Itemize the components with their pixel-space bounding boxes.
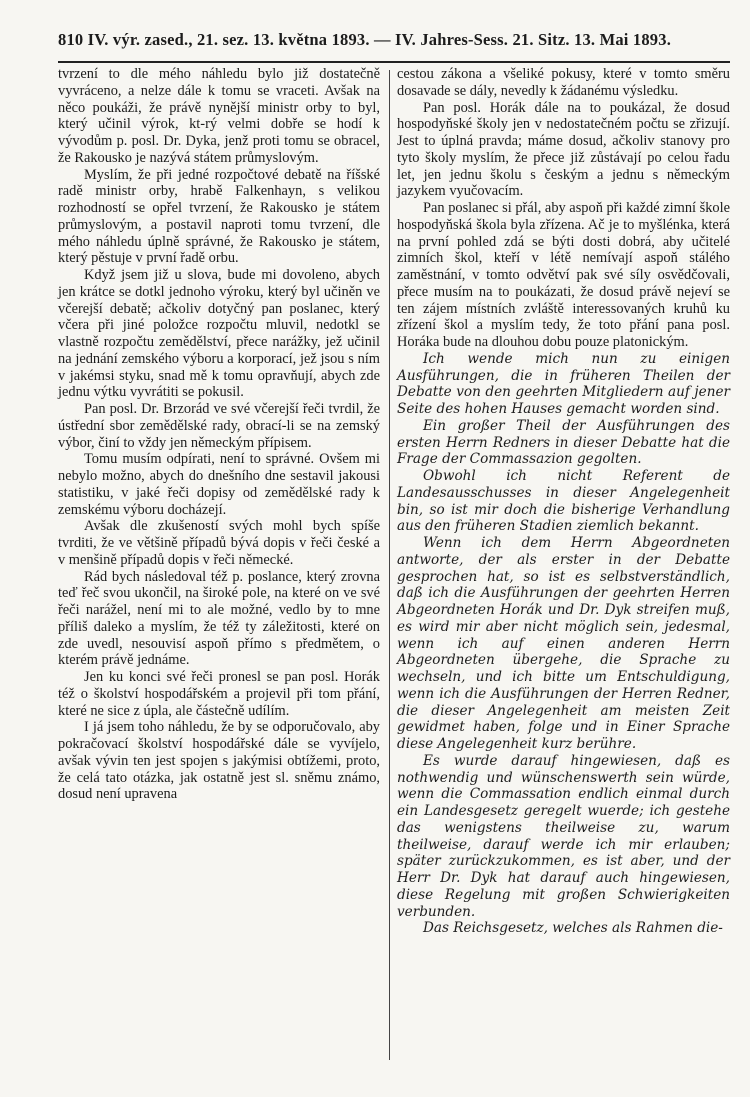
paragraph: Jen ku konci své řeči pronesl se pan posl. Horák též o školství hospodářském a projevil při tom přání, které ne sice z úpla, ale částečně udílím.	[58, 669, 380, 719]
paragraph: Ich wende mich nun zu einigen Ausführungen, die in früheren Theilen der Debatte von den geehrten Mitgliedern auf jener Seite des hohen Hauses gemacht worden sind.	[397, 350, 730, 417]
running-header: 810 IV. výr. zased., 21. sez. 13. května 1893. — IV. Jahres-Sess. 21. Sitz. 13. Mai 1893.	[58, 30, 672, 49]
paragraph: Pan posl. Horák dále na to poukázal, že dosud hospodyňské školy jen v nedostatečném počtu se zřizují. Jest to úplná pravda; máme dosud, ačkoliv stanovy pro tyto školy myslím, že přece již zůstávají po celou řadu let, jen jednu školu s českým a jednu s německým jazykem vyučovacím.	[397, 99, 730, 200]
paragraph: Tomu musím odpírati, není to správné. Ovšem mi nebylo možno, abych do dnešního dne sestavil jakousi statistiku, v jaké řeči dopisy od zemědělské rady k zemskému výboru docházejí.	[58, 451, 380, 518]
paragraph: Das Reichsgesetz, welches als Rahmen die-	[423, 920, 723, 937]
column-divider	[389, 70, 390, 1060]
paragraph: tvrzení to dle mého náhledu bylo již dostatečně vyvráceno, a nelze dále k tomu se vraceti. Avšak na něco poukáži, že právě nynější ministr orby to byl, který učinil výrok, kt-rý velmi dobře se hodí k vývodům p. posl. Dr. Dyka, jenž proti tomu se obracel, že Rakousko je nazývá státem průmyslovým.	[58, 66, 380, 166]
paragraph: I já jsem toho náhledu, že by se odporučovalo, aby pokračovací školství hospodářské dále se vyvíjelo, avšak vývin ten jest spojen s jakýmisi obtížemi, proto, že celá tato otázka, jak ostatně jest sl. sněmu známo, dosud není upravena	[58, 719, 380, 803]
paragraph: Myslím, že při jedné rozpočtové debatě na říšské radě ministr orby, hrabě Falkenhayn, s velikou rozhodností se opřel tvrzení, že Rakousko je státem průmyslovým, a postavil naproti tomu tvrzení, dle mého náhledu úplně správné, že Rakousko je státem, který pěstuje v první řadě orbu.	[58, 166, 380, 267]
left-column	[58, 66, 380, 803]
paragraph: Rád bych následoval též p. poslance, který zrovna teď řeč svou ukončil, na široké pole, na které on ve své řeči narážel, není mi to ale možné, vedlo by to mne příliš daleko a myslím, že též ty záležitosti, které on zde uvedl, nesouvisí aspoň přímo s předmětem, o kterém právě jednáme.	[58, 568, 380, 669]
paragraph: Obwohl ich nicht Referent de Landesausschusses in dieser Angelegenheit bin, so ist mir doch die bisherige Verhandlung aus den früheren Stadien ziemlich bekannt.	[397, 468, 730, 535]
paragraph: Pan posl. Dr. Brzorád ve své včerejší řeči tvrdil, že ústřední sbor zemědělské rady, obrací-li se na zemský výbor, činí to vždy jen německým přípisem.	[58, 401, 380, 451]
paragraph: Když jsem již u slova, bude mi dovoleno, abych jen krátce se dotkl jednoho výroku, který byl učiněn ve včerejší debatě; ačkoliv dotyčný pan poslanec, který včera při jiné položce rozpočtu mluvil, nedotkl se vlastně rozpočtu zemědělství, přece narážky, jež učinil na jednání zemského výboru a korporací, jež jsou s ním v jakémsi styku, snad mě k tomu opravňují, abych zde jednu výtku vyvrátiti se pokusil.	[58, 267, 380, 401]
paragraph: Es wurde darauf hingewiesen, daß es nothwendig und wünschenswerth sein würde, wenn die Commassation endlich einmal durch ein Landesgesetz geregelt wuerde; ich gestehe das wenigstens theilweise zu, warum theilweise, darauf werde ich mir erlauben; später zurückzukommen, es ist aber, und der Herr Dr. Dyk hat darauf auch hingewiesen, diese Regelung mit großen Schwierigkeiten verbunden.	[397, 752, 730, 920]
german-section	[397, 351, 730, 937]
paragraph: Ein großer Theil der Ausführungen des ersten Herrn Redners in dieser Debatte hat die Frage der Commassazion gegolten.	[397, 417, 730, 468]
right-column	[397, 66, 730, 937]
paragraph: Wenn ich dem Herrn Abgeordneten antworte, der als erster in der Debatte gesprochen hat, so ist es selbstverständlich, daß ich die Ausführungen der geehrten Herren Abgeordneten Horák und Dr. Dyk streifen muß, es wird mir aber nicht möglich sein, jedesmal, wenn ich auf einen anderen Herrn Abgeordneten übergehe, die Sprache zu wechseln, und ich bitte um Entschuldigung, wenn ich die Ausführungen der Herren Redner, die dieser Angelegenheit am meisten Zeit gewidmet haben, folge und in Einer Sprache diese Angelegenheit kurz berühre.	[397, 535, 730, 752]
paragraph: Pan poslanec si přál, aby aspoň při každé zimní škole hospodyňská škola byla zřízena. Ač je to myšlénka, která na první pohled zdá se býti dosti dobrá, aby učitelé zimních škol, kteří v létě nemívají aspoň stálého zaměstnání, v tomto odvětví pak své síly osvědčovali, přece musím na to poukázati, že dosud právě nejeví se ten zájem místních zvláště interessovaných kruhů ku zřízení škol a myslím tedy, že toto přání pana posl. Horáka bude na dlouhou dobu pouze platonickým.	[397, 200, 730, 350]
header-rule	[58, 61, 730, 63]
paragraph: Avšak dle zkušeností svých mohl bych spíše tvrditi, že ve většině případů bývá dopis v řeči české a v menšině případů dopis v řeči německé.	[58, 518, 380, 568]
paragraph: cestou zákona a všeliké pokusy, které v tomto směru dosavade se dály, nevedly k žádanému výsledku.	[397, 66, 730, 99]
